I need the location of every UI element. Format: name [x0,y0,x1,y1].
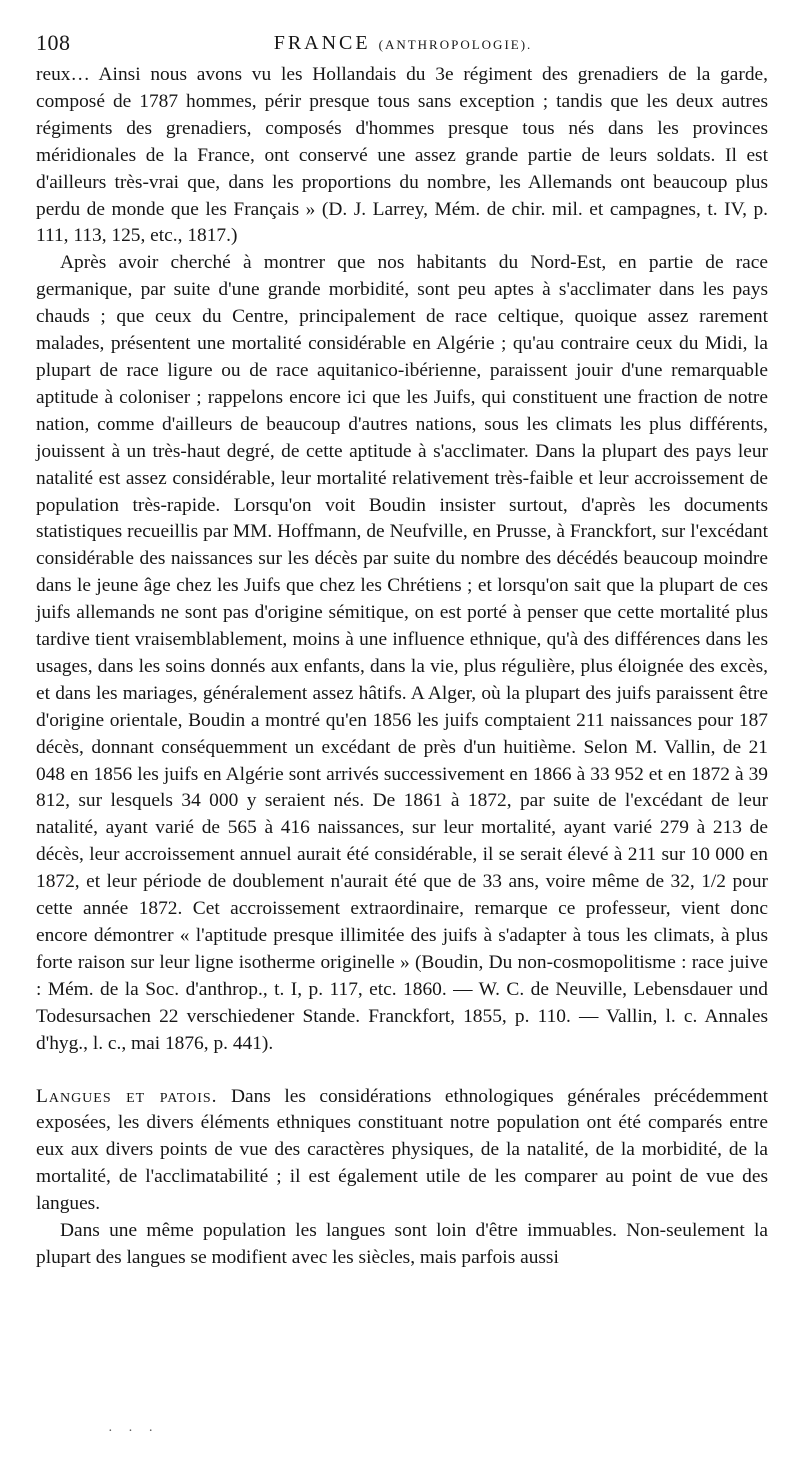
section-title: Langues et patois. [36,1085,218,1107]
running-title: FRANCE [273,32,371,54]
paragraph-population-langues: Dans une même population les langues sont loin d'être immuables. Non-seulement la plupart des langues se modifient avec les siècles, mais parfois aussi [36,1220,768,1268]
paragraph-acclimatation: Après avoir cherché à montrer que nos habitants du Nord-Est, en partie de race germanique, par suite d'une grande morbidité, sont peu aptes à s'acclimater dans les pays chauds ; que ceux du Centre, principalement de race celtique, quoique assez rarement malades, présentent une mortalité considérable en Algérie ; qu'au contraire ceux du Midi, la plupart de race ligure ou de race aquitanico-ibérienne, paraissent jouir d'une remarquable aptitude à coloniser ; rappelons encore ici que les Juifs, qui constituent une fraction de notre nation, comme d'ailleurs de beaucoup d'autres nations, sous les climats les plus différents, jouissent à un très-haut degré, de cette aptitude à s'acclimater. Dans la plupart des pays leur natalité est assez considérable, leur mortalité relativement très-faible et leur accroissement de population très-rapide. Lorsqu'on voit Boudin insister surtout, d'après les documents statistiques recueillis par MM. Hoffmann, de Neufville, en Prusse, à Franckfort, sur l'excédant considérable des naissances sur les décès par suite du nombre des décédés beaucoup moindre dans le jeune âge chez les Juifs que chez les Chrétiens ; et lorsqu'on sait que la plupart de ces juifs allemands ne sont pas d'origine sémitique, on est porté à penser que cette mortalité plus tardive tient vraisemblablement, moins à une influence ethnique, qu'à des différences dans les usages, dans les soins donnés aux enfants, dans la vie, plus régulière, plus éloignée des excès, et dans les mariages, généralement assez hâtifs. A Alger, où la plupart des juifs paraissent être d'origine orientale, Boudin a montré qu'en 1856 les juifs comptaient 211 naissances pour 187 décès, donnant conséquemment un excédant de près d'un huitième. Selon M. Vallin, de 21 048 en 1856 les juifs en Algérie sont arrivés successivement en 1866 à 33 952 et en 1872 à 39 812, sur lesquels 34 000 y seraient nés. De 1861 à 1872, par suite de l'excédant de leur natalité, ayant varié de 565 à 416 naissances, sur leur mortalité, ayant varié 279 à 213 de décès, leur accroissement annuel aurait été considérable, il se serait élevé à 211 sur 10 000 en 1872, et leur période de doublement n'aurait été que de 33 ans, voire même de 32, 1/2 pour cette année 1872. Cet accroissement extraordinaire, remarque ce professeur, vient donc encore démontrer « l'aptitude presque illimitée des juifs à s'adapter à tous les climats, à plus forte raison sur leur ligne isotherme originelle » (Boudin, Du non-cosmopolitisme : race juive : Mém. de la Soc. d'anthrop., t. I, p. 117, etc. 1860. — W. C. de Neuville, Lebensdauer und Todesursachen 22 verschiedener Stande. Franckfort, 1855, p. 110. — Vallin, l. c. Annales d'hyg., l. c., mai 1876, p. 441). [36,252,768,1054]
paragraph-langues-text: Dans les considérations ethnologiques générales précédemment exposées, les divers éléments ethniques constituant notre population ont été comparés entre eux aux divers points de vue des caractères physiques, de la natalité, de la morbidité, de la mortalité, de l'acclimatabilité ; il est également utile de les comparer au point de vue des langues. [36,1085,768,1215]
running-head [36,32,770,55]
footer-mark: · · · [108,1424,159,1439]
paragraph-continued: reux… Ainsi nous avons vu les Hollandais du 3e régiment des grenadiers de la garde, composé de 1787 hommes, périr presque tous sans exception ; tandis que les deux autres régiments des grenadiers, composés d'hommes presque tous nés dans les provinces méridionales de la France, ont conservé une assez grande partie de leurs soldats. Il est d'ailleurs très-vrai que, dans les proportions du nombre, les Allemands ont beaucoup plus perdu de monde que les Français » (D. J. Larrey, Mém. de chir. mil. et campagnes, t. IV, p. 111, 113, 125, etc., 1817.) [36,64,768,247]
body-text [36,62,768,1272]
page-header [36,30,770,58]
paragraph-langues [36,1084,768,1219]
running-subtitle: (ANTHROPOLOGIE). [378,37,533,52]
page-number: 108 [36,30,71,55]
